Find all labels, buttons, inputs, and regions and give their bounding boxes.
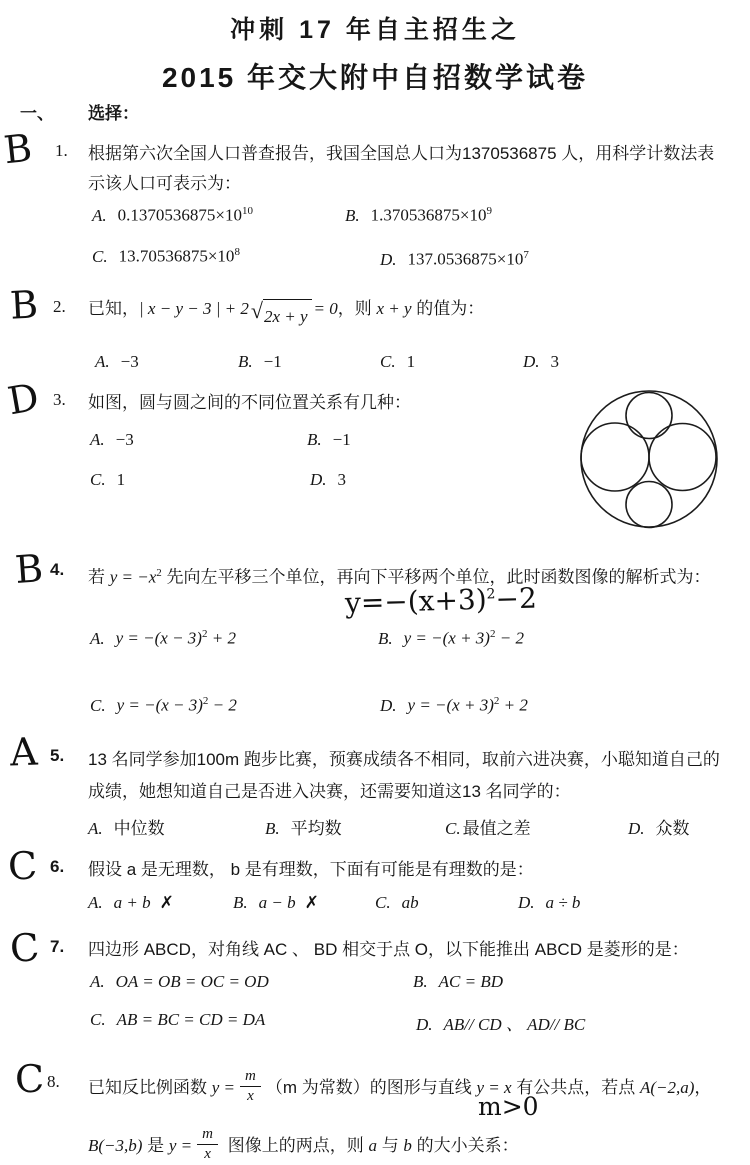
option-value: a ÷ b: [545, 893, 581, 912]
option-value: 0.1370536875×10: [117, 205, 242, 225]
option-label: C.: [445, 819, 461, 838]
text-segment: 图像上的两点，则: [223, 1136, 369, 1156]
handwritten-answer-6: C: [6, 843, 39, 889]
option-value: −1: [332, 430, 351, 449]
option-value: ab: [401, 893, 419, 912]
question-number: 8.: [47, 1072, 60, 1091]
option-label: D.: [416, 1015, 433, 1034]
exam-title: 冲刺 17 年自主招生之: [230, 16, 520, 44]
text-segment: 已知反比例函数: [88, 1078, 212, 1098]
handwritten-answer-4: B: [13, 546, 45, 592]
option-c: [375, 893, 428, 913]
question-number: 5.: [50, 746, 65, 765]
question-text: 根据第六次全国人口普查报告，我国全国总人口为1370536875 人，用科学计数法表示该人口可表示为：: [88, 144, 715, 193]
question-text: 13 名同学参加100m 跑步比赛，预赛成绩各不相同，取前六进决赛，小聪知道自己的成绩，她想知道自己是否进入决赛，还需要知道这13 名同学的：: [88, 750, 720, 801]
option-a: [90, 972, 269, 992]
option-exponent: 8: [234, 246, 240, 258]
option-label: D.: [380, 695, 397, 715]
option-c: [92, 246, 240, 267]
handwritten-formula: [345, 581, 538, 619]
question-number: 2.: [53, 297, 66, 316]
handwritten-answer-2: B: [8, 282, 40, 328]
math-expression: a: [368, 1136, 377, 1156]
option-d: [523, 352, 559, 372]
question-text-line-2: [88, 1126, 519, 1165]
math-exponent: 2: [156, 567, 162, 579]
handwritten-cross-mark: ✗: [159, 893, 174, 913]
question-text: 如图，圆与圆之间的不同位置关系有几种：: [88, 393, 411, 412]
option-value: 3: [337, 470, 347, 489]
option-value: 最值之差: [462, 819, 531, 838]
section-number: 一、: [20, 104, 54, 123]
option-label: B.: [307, 430, 322, 449]
option-b: [233, 893, 319, 913]
handwritten-answer-5: A: [9, 729, 39, 775]
question-text: 四边形 ABCD，对角线 AC 、 BD 相交于点 O，以下能推出 ABCD 是菱形的是：: [88, 940, 689, 959]
option-value: −3: [115, 430, 134, 449]
handwritten-note: m>0: [478, 1092, 539, 1121]
formula-tail: −2: [495, 581, 538, 616]
option-label: D.: [523, 352, 540, 371]
text-segment: 有公共点，若点: [511, 1078, 640, 1098]
handwritten-cross-mark: ✗: [304, 893, 319, 913]
text-segment: ，则: [337, 299, 377, 318]
option-c: [445, 814, 531, 839]
fraction: [197, 1126, 218, 1164]
option-label: A.: [88, 893, 103, 912]
option-value: −1: [263, 352, 282, 371]
option-value: −3: [120, 352, 139, 371]
option-c: [90, 1010, 265, 1030]
text-segment: 的大小关系：: [411, 1136, 519, 1156]
math-expression: b: [403, 1136, 412, 1156]
option-value: 13.70536875×10: [118, 246, 235, 266]
math-expression: | x − y − 3 | + 2: [139, 299, 249, 318]
option-d: [628, 814, 690, 839]
radicand: 2x + y: [263, 299, 312, 332]
option-d: [310, 470, 346, 490]
option-label: B.: [413, 972, 428, 991]
option-b: [345, 205, 492, 226]
fraction-denominator: x: [204, 1146, 211, 1163]
option-value: 1: [116, 470, 126, 489]
option-label: C.: [380, 352, 396, 371]
option-label: A.: [90, 972, 105, 991]
option-exponent: 2: [489, 628, 496, 640]
handwritten-answer-7: C: [8, 924, 41, 972]
option-value: AB = BC = CD = DA: [116, 1010, 266, 1029]
option-value: OA = OB = OC = OD: [115, 972, 269, 991]
option-value: y = −(x + 3): [407, 695, 494, 715]
option-d: [416, 1010, 585, 1035]
option-label: A.: [90, 430, 105, 449]
option-value: a − b: [258, 893, 296, 912]
question-number: 1.: [55, 141, 68, 160]
option-a: [88, 814, 165, 839]
text-segment: 若: [88, 567, 110, 587]
option-label: B.: [233, 893, 248, 912]
section-title: 选择：: [88, 104, 139, 123]
fraction-denominator: x: [247, 1088, 254, 1105]
circles-diagram: [572, 386, 747, 556]
question-number: 4.: [50, 560, 65, 579]
math-expression: A(−2,a): [639, 1078, 695, 1098]
option-c: [90, 695, 237, 716]
option-value: a + b: [113, 893, 151, 912]
option-a: [90, 628, 236, 649]
question-number: 7.: [50, 937, 65, 956]
option-label: C.: [90, 470, 106, 489]
math-expression: y = −x: [109, 567, 157, 587]
option-tail: + 2: [499, 695, 528, 715]
option-value: 众数: [655, 819, 690, 838]
question-text-line-1: [88, 1068, 711, 1110]
option-value: 1: [406, 352, 416, 371]
math-expression: y = x: [476, 1078, 512, 1098]
formula-base: y=−(x+3): [344, 582, 488, 620]
option-exponent: 9: [486, 205, 492, 217]
math-expression: y =: [211, 1078, 236, 1098]
option-exponent: 2: [202, 695, 209, 707]
question-number: 6.: [50, 857, 65, 876]
option-b: [265, 814, 342, 839]
square-root: [251, 299, 312, 332]
option-label: D.: [380, 249, 397, 269]
option-b: [238, 352, 282, 372]
fraction: [240, 1068, 261, 1106]
option-a: [95, 352, 139, 372]
option-value: y = −(x − 3): [116, 695, 203, 715]
fraction-numerator: m: [240, 1068, 261, 1087]
option-value: AB// CD 、 AD// BC: [443, 1015, 586, 1034]
text-segment: 是: [142, 1136, 169, 1156]
math-expression: x + y: [376, 299, 412, 318]
option-label: C.: [375, 893, 391, 912]
text-segment: 与: [376, 1136, 404, 1156]
handwritten-answer-8: C: [14, 1056, 45, 1102]
radical-sign: √: [250, 298, 263, 323]
option-value: y = −(x + 3): [403, 628, 490, 648]
option-value: 中位数: [113, 819, 165, 838]
option-label: B.: [238, 352, 253, 371]
option-value: 1.370536875×10: [370, 205, 487, 225]
option-label: B.: [265, 819, 280, 838]
math-expression: = 0: [313, 299, 338, 318]
text-segment: ，: [694, 1078, 712, 1098]
option-tail: − 2: [495, 628, 524, 648]
fraction-numerator: m: [197, 1126, 218, 1145]
question-number: 3.: [53, 390, 66, 409]
option-label: D.: [628, 819, 645, 838]
handwritten-answer-3: D: [4, 374, 43, 424]
text-segment: 先向左平移三个单位，再向下平移两个单位，此时函数图像的解析式为：: [161, 567, 711, 587]
text-segment: 的值为：: [411, 299, 485, 318]
option-label: C.: [90, 695, 106, 715]
option-value: 平均数: [290, 819, 342, 838]
option-label: C.: [90, 1010, 106, 1029]
option-label: A.: [95, 352, 110, 371]
option-label: A.: [92, 205, 107, 225]
text-segment: （m 为常数）的图形与直线: [265, 1078, 477, 1098]
option-c: [380, 352, 415, 372]
option-b: [413, 972, 503, 992]
question-text: 假设 a 是无理数， b 是有理数，下面有可能是有理数的是：: [88, 860, 534, 879]
option-exponent: 2: [493, 695, 500, 707]
option-value: y = −(x − 3): [115, 628, 202, 648]
option-value: AC = BD: [438, 972, 503, 991]
formula-exponent: 2: [486, 586, 496, 603]
option-value: 137.0536875×10: [407, 249, 524, 269]
option-label: C.: [92, 246, 108, 266]
option-exponent: 7: [523, 249, 529, 261]
option-a: [88, 893, 174, 913]
math-expression: y =: [168, 1136, 193, 1156]
question-text: [88, 294, 484, 332]
option-tail: − 2: [208, 695, 237, 715]
option-b: [307, 430, 351, 450]
option-label: B.: [345, 205, 360, 225]
handwritten-answer-1: B: [1, 125, 35, 173]
option-label: B.: [378, 628, 393, 648]
option-label: D.: [310, 470, 327, 489]
math-expression: B(−3,b): [88, 1136, 143, 1156]
text-segment: 已知，: [88, 299, 139, 318]
option-label: D.: [518, 893, 535, 912]
option-b: [378, 628, 524, 649]
option-label: A.: [90, 628, 105, 648]
option-a: [90, 430, 134, 450]
option-d: [518, 893, 589, 913]
option-d: [380, 249, 529, 270]
option-a: [92, 205, 253, 226]
option-exponent: 10: [241, 205, 253, 217]
option-value: 3: [550, 352, 560, 371]
exam-subtitle: 2015 年交大附中自招数学试卷: [161, 62, 589, 93]
option-exponent: 2: [201, 628, 208, 640]
option-d: [380, 695, 528, 716]
option-label: A.: [88, 819, 103, 838]
option-tail: + 2: [207, 628, 236, 648]
option-c: [90, 470, 125, 490]
